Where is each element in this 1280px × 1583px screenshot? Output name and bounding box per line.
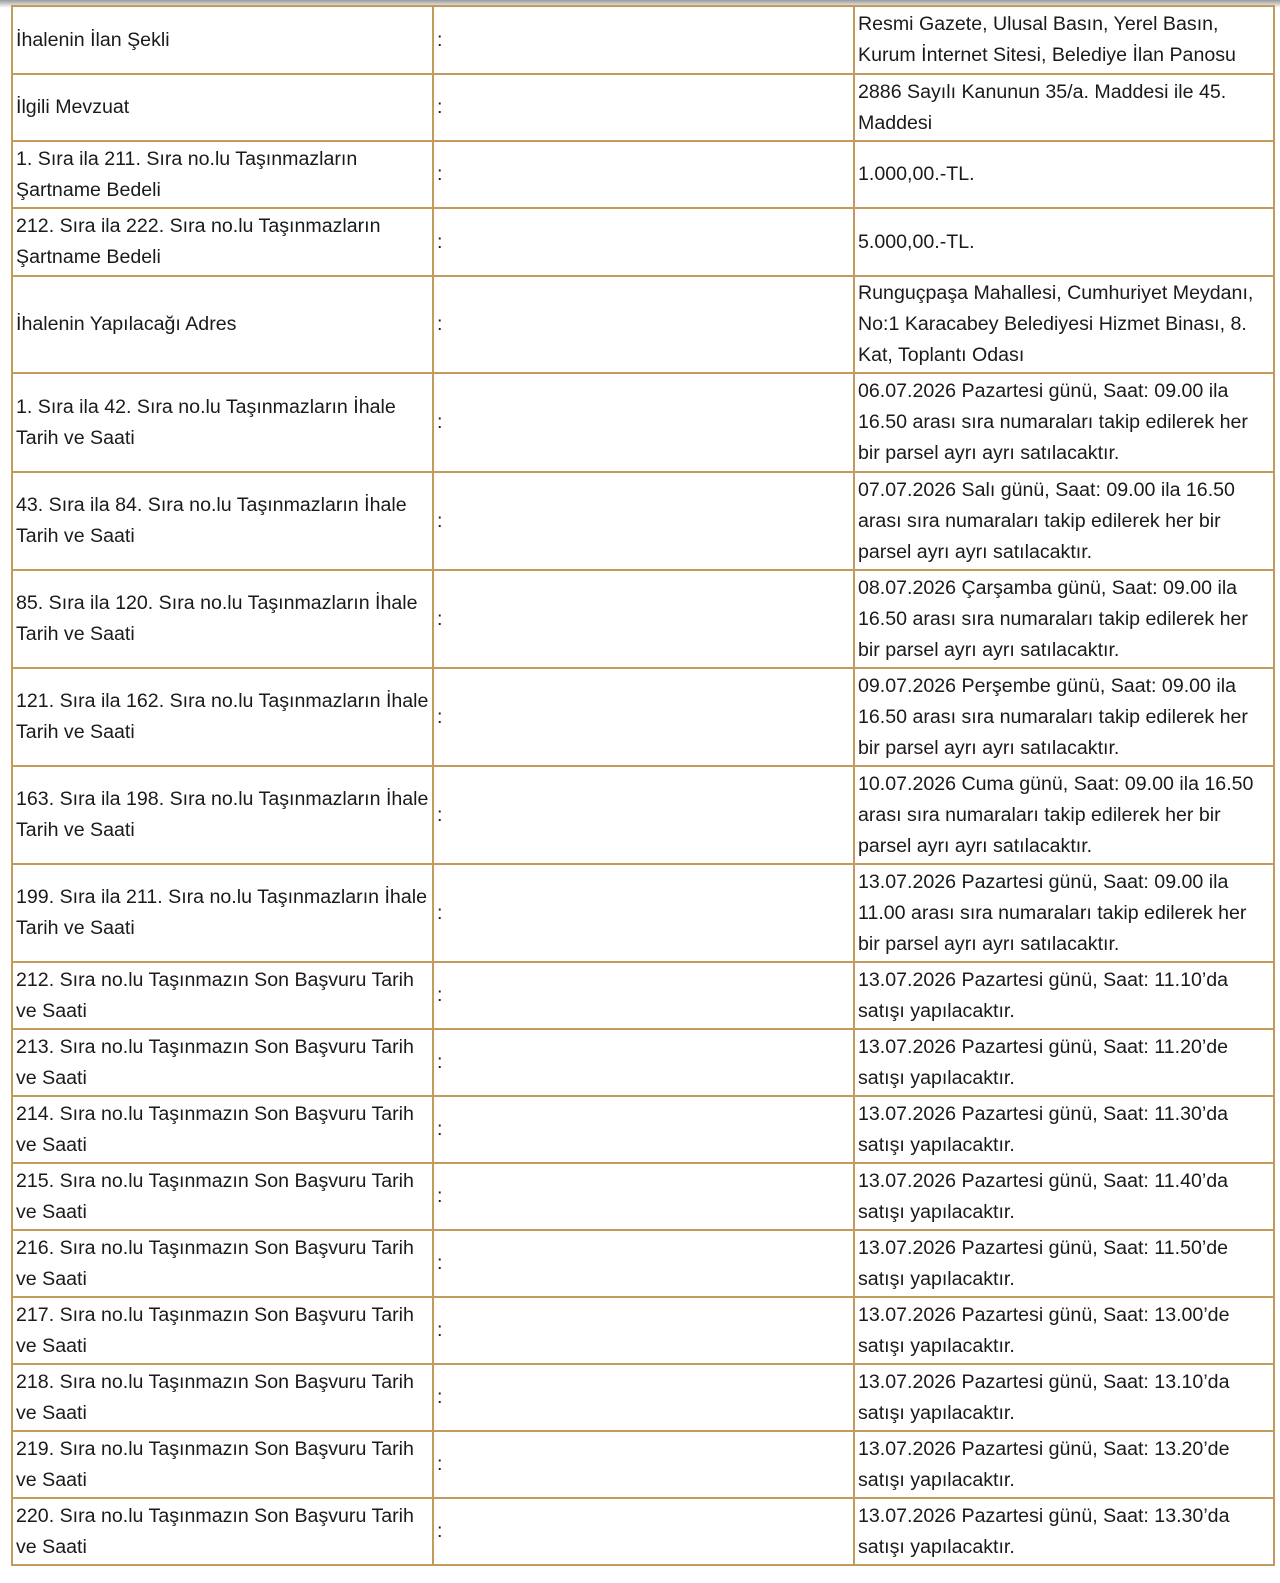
row-separator: : (433, 276, 854, 373)
row-label: 217. Sıra no.lu Taşınmazın Son Başvuru Tarih ve Saati (12, 1297, 433, 1364)
row-label: 121. Sıra ila 162. Sıra no.lu Taşınmazların İhale Tarih ve Saati (12, 668, 433, 766)
row-value: 07.07.2026 Salı günü, Saat: 09.00 ila 16.50 arası sıra numaraları takip edilerek her bir parsel ayrı ayrı satılacaktır. (854, 472, 1274, 570)
row-label: 218. Sıra no.lu Taşınmazın Son Başvuru Tarih ve Saati (12, 1364, 433, 1431)
table-row (12, 962, 1274, 1029)
row-separator: : (433, 1364, 854, 1431)
row-separator: : (433, 864, 854, 962)
table-row (12, 1163, 1274, 1230)
table-row (12, 668, 1274, 766)
row-value: 13.07.2026 Pazartesi günü, Saat: 11.50’de satışı yapılacaktır. (854, 1230, 1274, 1297)
row-separator: : (433, 472, 854, 570)
row-value: 13.07.2026 Pazartesi günü, Saat: 13.30’da satışı yapılacaktır. (854, 1498, 1274, 1565)
row-label: 216. Sıra no.lu Taşınmazın Son Başvuru Tarih ve Saati (12, 1230, 433, 1297)
table-row (12, 1230, 1274, 1297)
table-row (12, 74, 1274, 141)
row-label: 85. Sıra ila 120. Sıra no.lu Taşınmazların İhale Tarih ve Saati (12, 570, 433, 668)
row-separator: : (433, 373, 854, 472)
row-value: 5.000,00.-TL. (854, 208, 1274, 276)
row-separator: : (433, 1431, 854, 1498)
row-separator: : (433, 668, 854, 766)
row-value: 13.07.2026 Pazartesi günü, Saat: 11.40’da satışı yapılacaktır. (854, 1163, 1274, 1230)
table-row (12, 1431, 1274, 1498)
table-row (12, 864, 1274, 962)
row-separator: : (433, 1498, 854, 1565)
row-value: 13.07.2026 Pazartesi günü, Saat: 11.30’da satışı yapılacaktır. (854, 1096, 1274, 1163)
table-row (12, 766, 1274, 864)
row-value: 13.07.2026 Pazartesi günü, Saat: 13.20’de satışı yapılacaktır. (854, 1431, 1274, 1498)
tender-details-table (11, 5, 1275, 1566)
row-separator: : (433, 6, 854, 74)
row-value: 2886 Sayılı Kanunun 35/a. Maddesi ile 45. Maddesi (854, 74, 1274, 141)
row-value: 1.000,00.-TL. (854, 141, 1274, 208)
row-value: Resmi Gazete, Ulusal Basın, Yerel Basın, Kurum İnternet Sitesi, Belediye İlan Panosu (854, 6, 1274, 74)
row-separator: : (433, 962, 854, 1029)
row-value: 13.07.2026 Pazartesi günü, Saat: 13.00’de satışı yapılacaktır. (854, 1297, 1274, 1364)
row-value: 13.07.2026 Pazartesi günü, Saat: 11.20’de satışı yapılacaktır. (854, 1029, 1274, 1096)
row-label: 220. Sıra no.lu Taşınmazın Son Başvuru Tarih ve Saati (12, 1498, 433, 1565)
row-value: Runguçpaşa Mahallesi, Cumhuriyet Meydanı, No:1 Karacabey Belediyesi Hizmet Binası, 8. Kat, Toplantı Odası (854, 276, 1274, 373)
row-value: 13.07.2026 Pazartesi günü, Saat: 11.10’da satışı yapılacaktır. (854, 962, 1274, 1029)
row-label: 215. Sıra no.lu Taşınmazın Son Başvuru Tarih ve Saati (12, 1163, 433, 1230)
row-separator: : (433, 74, 854, 141)
table-row (12, 1498, 1274, 1565)
row-label: 199. Sıra ila 211. Sıra no.lu Taşınmazların İhale Tarih ve Saati (12, 864, 433, 962)
table-row (12, 208, 1274, 276)
row-label: İhalenin Yapılacağı Adres (12, 276, 433, 373)
row-label: 213. Sıra no.lu Taşınmazın Son Başvuru Tarih ve Saati (12, 1029, 433, 1096)
row-separator: : (433, 208, 854, 276)
row-label: 1. Sıra ila 42. Sıra no.lu Taşınmazların İhale Tarih ve Saati (12, 373, 433, 472)
table-row (12, 570, 1274, 668)
row-value: 08.07.2026 Çarşamba günü, Saat: 09.00 ila 16.50 arası sıra numaraları takip edilerek her bir parsel ayrı ayrı satılacaktır. (854, 570, 1274, 668)
row-value: 13.07.2026 Pazartesi günü, Saat: 09.00 ila 11.00 arası sıra numaraları takip edilerek her bir parsel ayrı ayrı satılacaktır. (854, 864, 1274, 962)
row-label: 1. Sıra ila 211. Sıra no.lu Taşınmazların Şartname Bedeli (12, 141, 433, 208)
table-row (12, 1029, 1274, 1096)
row-separator: : (433, 1297, 854, 1364)
row-label: 212. Sıra ila 222. Sıra no.lu Taşınmazların Şartname Bedeli (12, 208, 433, 276)
row-separator: : (433, 1163, 854, 1230)
table-row (12, 6, 1274, 74)
table-row (12, 472, 1274, 570)
table-body (12, 6, 1274, 1565)
row-separator: : (433, 141, 854, 208)
table-row (12, 141, 1274, 208)
table-row (12, 1297, 1274, 1364)
row-label: 214. Sıra no.lu Taşınmazın Son Başvuru Tarih ve Saati (12, 1096, 433, 1163)
row-value: 13.07.2026 Pazartesi günü, Saat: 13.10’da satışı yapılacaktır. (854, 1364, 1274, 1431)
row-label: İhalenin İlan Şekli (12, 6, 433, 74)
row-value: 06.07.2026 Pazartesi günü, Saat: 09.00 ila 16.50 arası sıra numaraları takip edilerek her bir parsel ayrı ayrı satılacaktır. (854, 373, 1274, 472)
row-separator: : (433, 766, 854, 864)
row-label: İlgili Mevzuat (12, 74, 433, 141)
table-row (12, 276, 1274, 373)
table-row (12, 1364, 1274, 1431)
row-label: 163. Sıra ila 198. Sıra no.lu Taşınmazların İhale Tarih ve Saati (12, 766, 433, 864)
row-separator: : (433, 1029, 854, 1096)
row-value: 10.07.2026 Cuma günü, Saat: 09.00 ila 16.50 arası sıra numaraları takip edilerek her bir parsel ayrı ayrı satılacaktır. (854, 766, 1274, 864)
row-separator: : (433, 1096, 854, 1163)
row-separator: : (433, 1230, 854, 1297)
row-value: 09.07.2026 Perşembe günü, Saat: 09.00 ila 16.50 arası sıra numaraları takip edilerek her bir parsel ayrı ayrı satılacaktır. (854, 668, 1274, 766)
row-label: 219. Sıra no.lu Taşınmazın Son Başvuru Tarih ve Saati (12, 1431, 433, 1498)
row-label: 43. Sıra ila 84. Sıra no.lu Taşınmazların İhale Tarih ve Saati (12, 472, 433, 570)
row-separator: : (433, 570, 854, 668)
table-row (12, 373, 1274, 472)
row-label: 212. Sıra no.lu Taşınmazın Son Başvuru Tarih ve Saati (12, 962, 433, 1029)
table-row (12, 1096, 1274, 1163)
